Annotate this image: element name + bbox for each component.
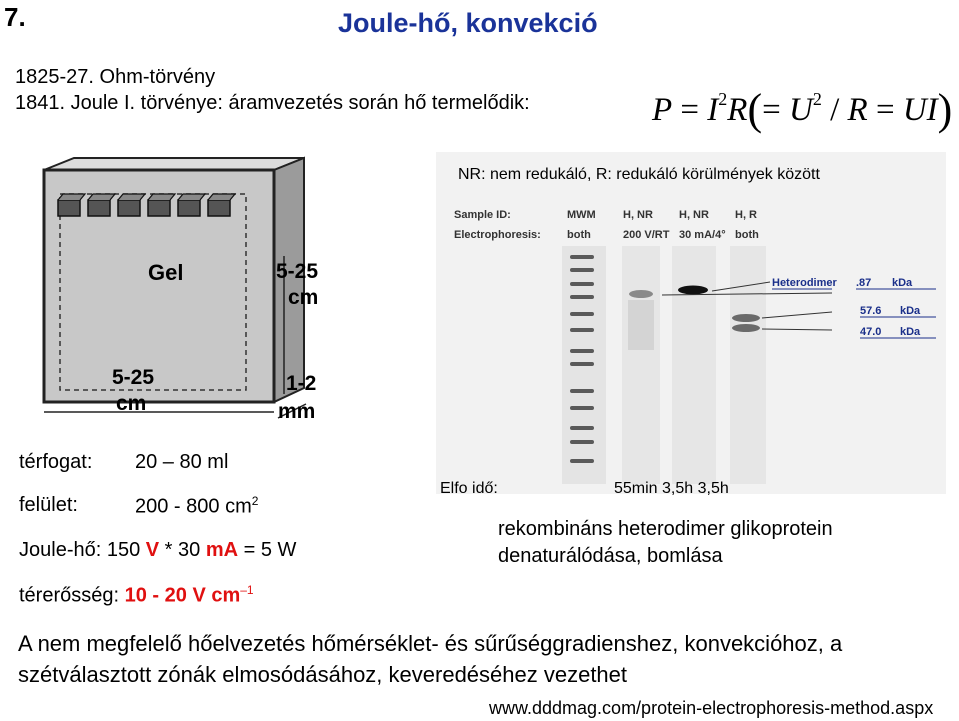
- marker-2-unit: kDa: [900, 305, 921, 317]
- formula-p: P: [652, 92, 673, 128]
- band-nr-30ma: [678, 286, 708, 295]
- gel-top-face: [44, 158, 304, 170]
- marker-3-unit: kDa: [900, 326, 921, 338]
- joule-heat-post: = 5 W: [238, 539, 297, 561]
- source-url[interactable]: www.dddmag.com/protein-electrophoresis-method.aspx: [489, 698, 934, 718]
- thickness-label-2: mm: [278, 400, 316, 423]
- field-exp: –1: [240, 583, 254, 597]
- header-sample-id: Sample ID:: [454, 209, 511, 221]
- formula-slash: /: [821, 92, 848, 128]
- gel-photo-panel: [436, 152, 946, 494]
- elfo-time-label: Elfo idő:: [440, 480, 498, 497]
- joule-heat-ma: mA: [205, 539, 239, 561]
- surface-value: [135, 494, 258, 519]
- elfo-times: 55min 3,5h 3,5h: [614, 480, 729, 497]
- header-both-2: both: [735, 229, 759, 241]
- band-nr-200v: [629, 290, 653, 298]
- slide-number: 7.: [4, 2, 26, 32]
- marker-1-unit: kDa: [892, 277, 913, 289]
- gel-label: Gel: [148, 260, 184, 285]
- surface-value-text: 200 - 800 cm: [135, 495, 252, 518]
- header-h-r: H, R: [735, 209, 757, 221]
- smear-nr-200v: [628, 300, 654, 350]
- formula-open-paren: (: [747, 85, 763, 134]
- joule-heat-row: [19, 539, 296, 562]
- reducing-conditions-note: NR: nem redukáló, R: redukáló körülmények között: [458, 166, 820, 183]
- joule-heat-label: Joule-hő:: [19, 539, 102, 561]
- conclusion-text: A nem megfelelő hőelvezetés hőmérséklet- és sűrűséggradienshez, konvekcióhoz, a szétválasztott zónák elmosódásához, keveredéséhez vezethet: [18, 631, 843, 687]
- joule-heat-v: V: [145, 539, 160, 561]
- header-mwm: MWM: [567, 209, 596, 221]
- formula-r1: R: [727, 92, 748, 128]
- surface-label: felület:: [19, 494, 78, 516]
- marker-1-mw: .87: [856, 277, 872, 289]
- volume-label: térfogat:: [19, 451, 93, 473]
- surface-exp: 2: [251, 494, 259, 508]
- header-h-nr-2: H, NR: [679, 209, 709, 221]
- header-both-1: both: [567, 229, 591, 241]
- heterodimer-label: Heterodimer: [772, 277, 837, 289]
- formula-close-paren: ): [937, 85, 953, 134]
- height-label-2: cm: [288, 286, 319, 309]
- gel-photo: [436, 152, 946, 494]
- lane-h-nr-1: [622, 246, 660, 484]
- header-200v: 200 V/RT: [623, 229, 670, 241]
- header-30ma: 30 mA/4°: [679, 229, 726, 241]
- header-electrophoresis: Electrophoresis:: [454, 229, 541, 241]
- width-label-2: cm: [116, 392, 147, 415]
- field-value: 10 - 20 V cm: [124, 584, 241, 607]
- formula-r2: R: [847, 92, 868, 128]
- band-r-upper: [732, 314, 760, 322]
- marker-2-mw: 57.6: [860, 305, 882, 317]
- band-r-lower: [732, 324, 760, 332]
- thickness-label-1: 1-2: [286, 372, 317, 395]
- width-label-1: 5-25: [112, 366, 155, 389]
- joule-formula: [652, 84, 952, 135]
- gel-slab-diagram: [28, 150, 338, 425]
- formula-eq3: =: [867, 92, 903, 128]
- field-row: [19, 583, 254, 608]
- protein-description: rekombináns heterodimer glikoprotein denaturálódása, bomlása: [498, 518, 833, 567]
- formula-i: I: [707, 92, 719, 128]
- formula-exp1: 2: [718, 89, 728, 109]
- history-line-joule: 1841. Joule I. törvénye: áramvezetés során hő termelődik:: [15, 92, 530, 114]
- joule-heat-mid: * 30: [159, 539, 206, 561]
- lane-h-nr-2: [672, 246, 716, 484]
- slide-title: Joule-hő, konvekció: [338, 8, 598, 38]
- formula-eq1: =: [672, 92, 708, 128]
- height-label-1: 5-25: [276, 260, 319, 283]
- formula-ui: UI: [902, 92, 938, 128]
- formula-u: U: [789, 92, 813, 128]
- formula-exp2: 2: [812, 89, 822, 109]
- history-line-ohm: 1825-27. Ohm-törvény: [15, 66, 216, 88]
- volume-value: 20 – 80 ml: [135, 451, 229, 473]
- header-h-nr-1: H, NR: [623, 209, 653, 221]
- formula-eq2: =: [762, 92, 789, 128]
- marker-3-mw: 47.0: [860, 326, 882, 338]
- lane-h-r: [730, 246, 766, 484]
- joule-heat-pre: 150: [106, 539, 146, 561]
- field-label: térerősség:: [19, 584, 120, 607]
